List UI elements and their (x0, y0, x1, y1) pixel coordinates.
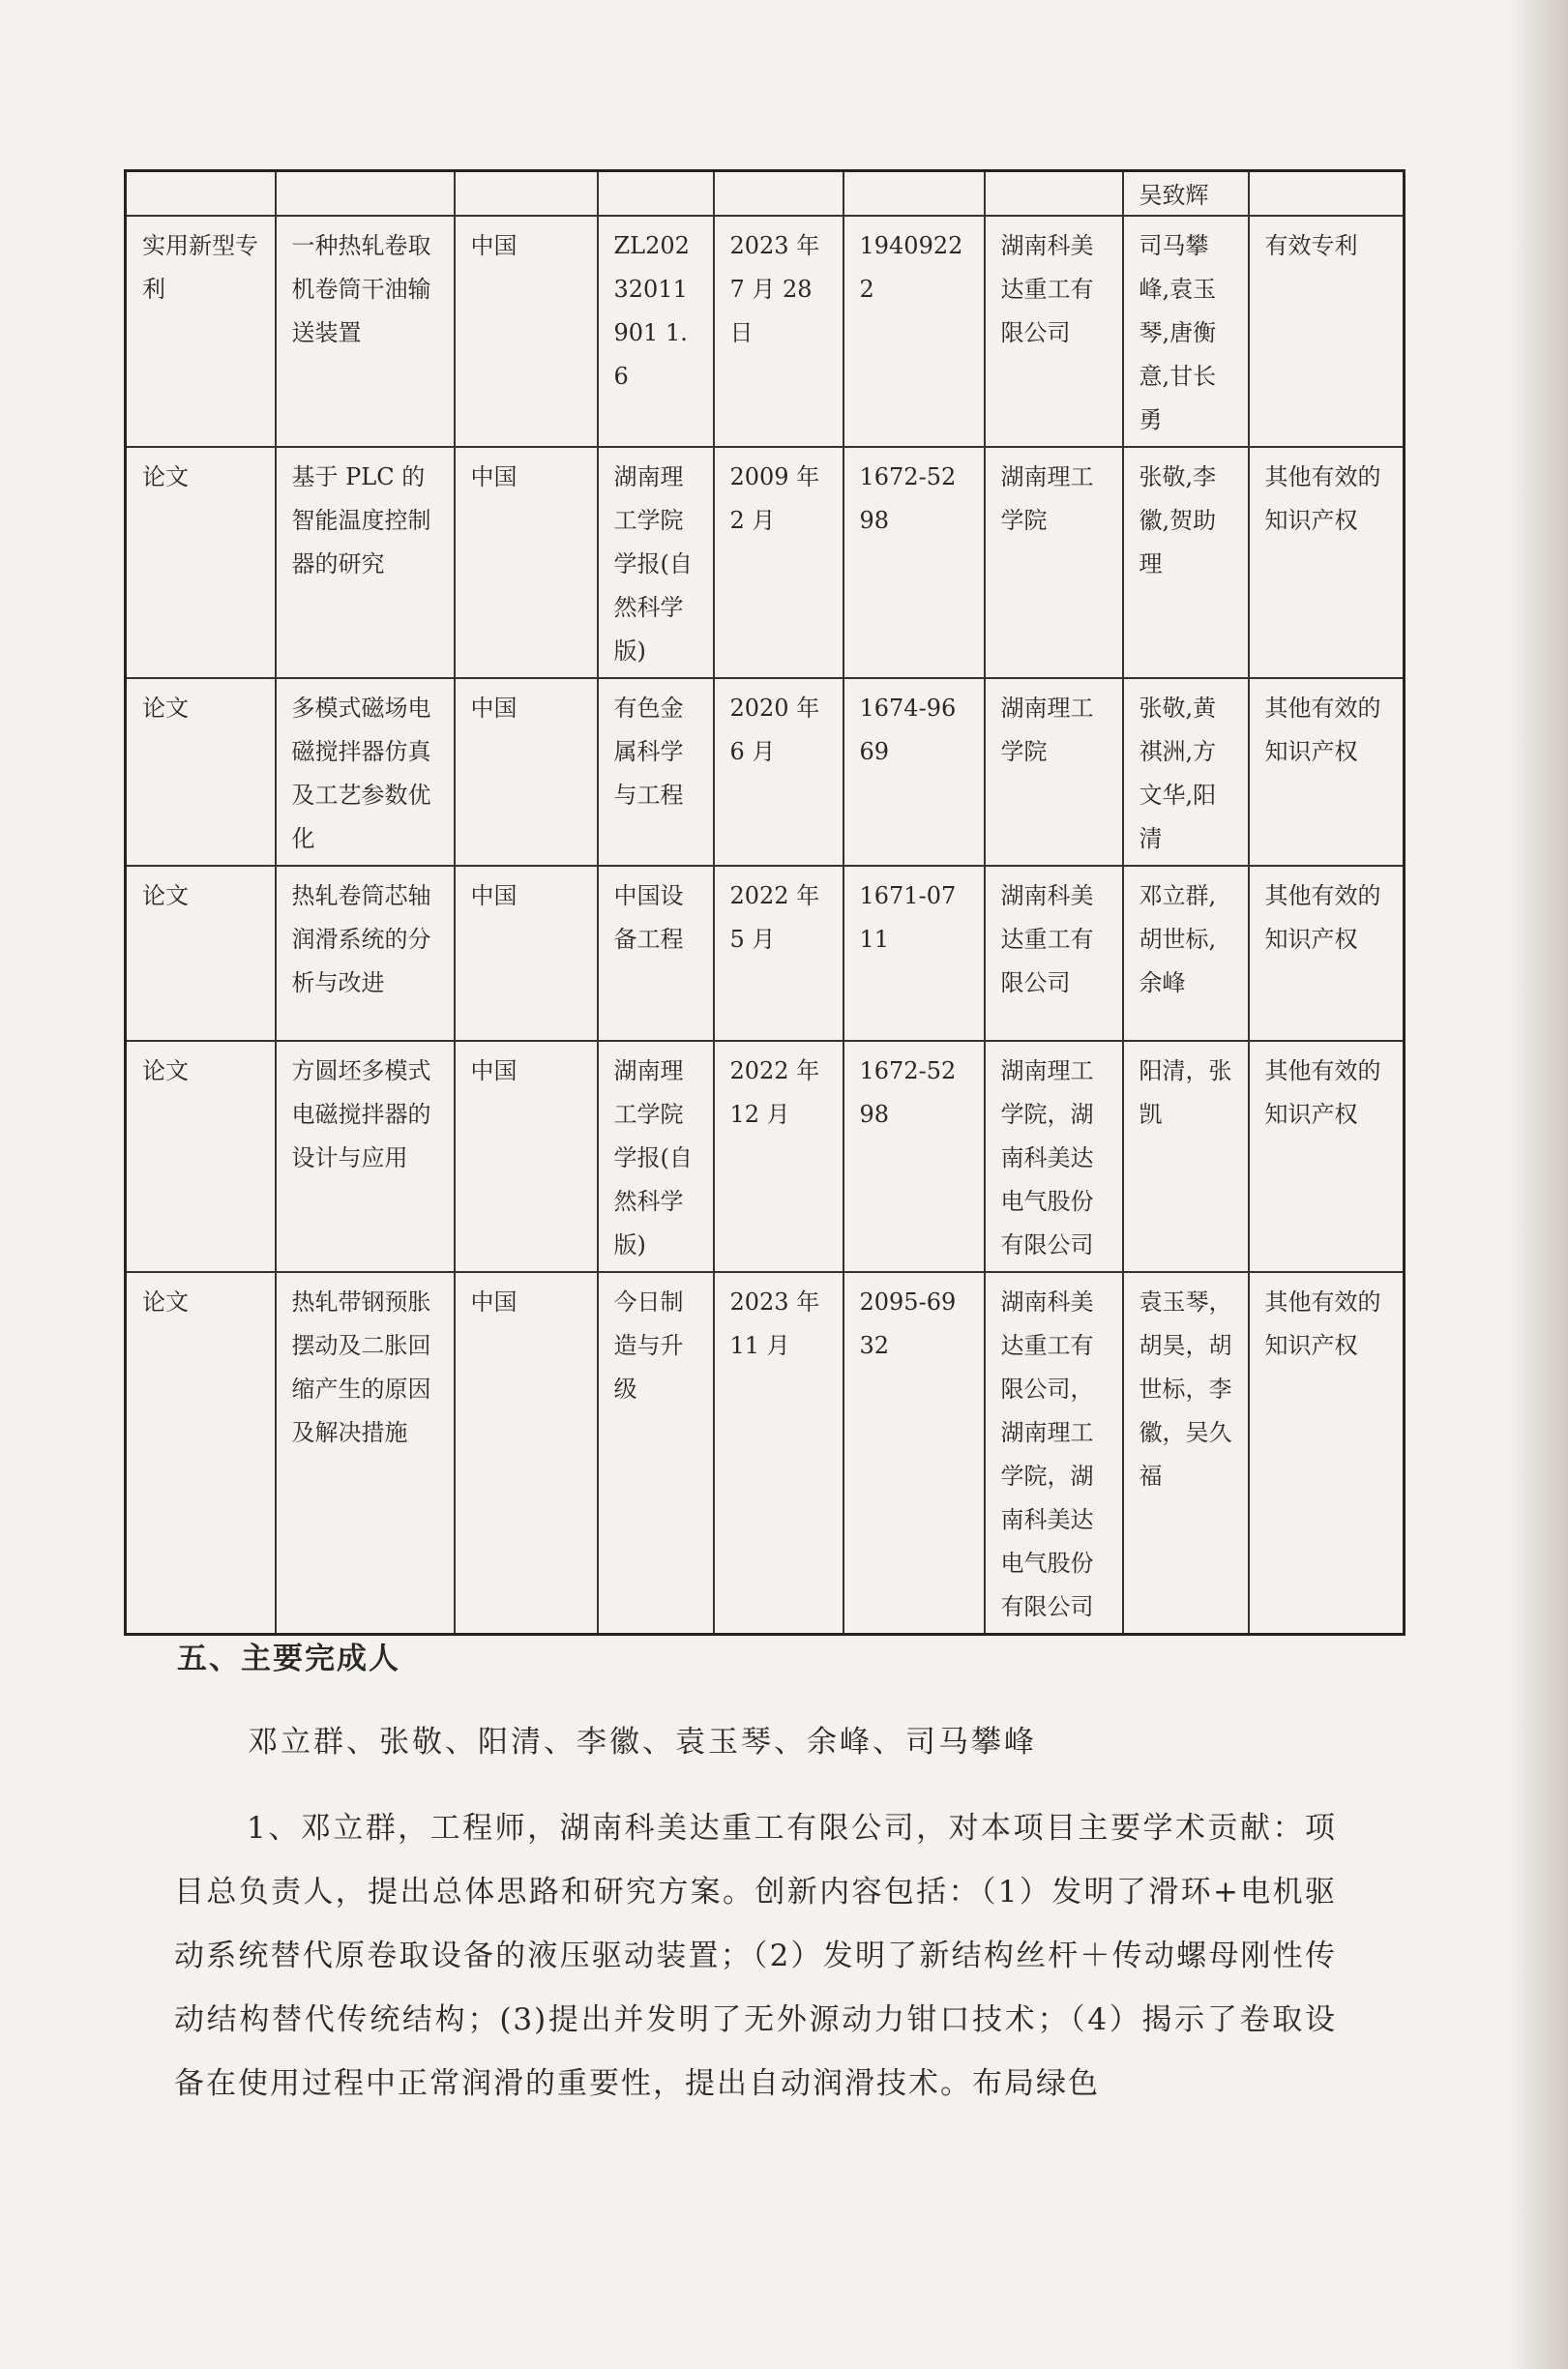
table-row (126, 1272, 1405, 1635)
section-title: 五、主要完成人 (177, 1642, 400, 1676)
table-cell (714, 171, 843, 217)
cell-owner: 湖南科美达重工有限公司 (985, 866, 1123, 1041)
cell-number: ZL20232011901 1.6 (598, 216, 714, 447)
table-cell (598, 171, 714, 217)
cell-type: 论文 (126, 678, 276, 866)
cell-people: 邓立群,胡世标,余峰 (1123, 866, 1249, 1041)
cell-country: 中国 (455, 866, 598, 1041)
cell-country: 中国 (455, 1041, 598, 1272)
table-row (126, 216, 1405, 447)
cell-code: 19409222 (843, 216, 985, 447)
table-cell (455, 171, 598, 217)
table-cell (276, 171, 455, 217)
cell-status: 有效专利 (1249, 216, 1405, 447)
table-cell (985, 171, 1123, 217)
cell-name: 热轧带钢预胀摆动及二胀回缩产生的原因及解决措施 (276, 1272, 455, 1635)
cell-name: 方圆坯多模式电磁搅拌器的设计与应用 (276, 1041, 455, 1272)
cell-type: 论文 (126, 1272, 276, 1635)
completers-names: 邓立群、张敬、阳清、李徽、袁玉琴、余峰、司马攀峰 (248, 1725, 1037, 1760)
cell-type: 实用新型专利 (126, 216, 276, 447)
cell-date: 2023 年 11 月 (714, 1272, 843, 1635)
cell-status: 其他有效的知识产权 (1249, 1272, 1405, 1635)
cell-owner: 湖南理工学院 (985, 447, 1123, 678)
table-cell (126, 171, 276, 217)
cell-name: 基于 PLC 的智能温度控制器的研究 (276, 447, 455, 678)
cell-country: 中国 (455, 447, 598, 678)
table-continuation-row (126, 171, 1405, 217)
cell-date: 2022 年 12 月 (714, 1041, 843, 1272)
cell-date: 2023 年 7 月 28 日 (714, 216, 843, 447)
cell-number: 今日制造与升级 (598, 1272, 714, 1635)
contribution-paragraph: 1、邓立群，工程师，湖南科美达重工有限公司，对本项目主要学术贡献：项目总负责人，提出总体思路和研究方案。创新内容包括：（1）发明了滑环+电机驱动系统替代原卷取设备的液压驱动装置；（2）发明了新结构丝杆＋传动螺母刚性传动结构替代传统结构；(3)提出并发明了无外源动力钳口技术；（4）揭示了卷取设备在使用过程中正常润滑的重要性，提出自动润滑技术。布局绿色 (174, 1811, 1337, 2101)
cell-status: 其他有效的知识产权 (1249, 447, 1405, 678)
cell-code: 1674-9669 (843, 678, 985, 866)
table-row (126, 1041, 1405, 1272)
cell-name: 热轧卷筒芯轴润滑系统的分析与改进 (276, 866, 455, 1041)
cell-code: 1671-0711 (843, 866, 985, 1041)
cell-name: 多模式磁场电磁搅拌器仿真及工艺参数优化 (276, 678, 455, 866)
cell-people: 张敬,李徽,贺助理 (1123, 447, 1249, 678)
cell-country: 中国 (455, 678, 598, 866)
page-edge-shadow (1509, 0, 1568, 2369)
cell-owner: 湖南理工学院 (985, 678, 1123, 866)
cell-type: 论文 (126, 447, 276, 678)
cell-people: 袁玉琴，胡昊，胡世标，李徽，吴久福 (1123, 1272, 1249, 1635)
cell-name: 一种热轧卷取机卷筒干油输送装置 (276, 216, 455, 447)
table-row (126, 447, 1405, 678)
cell-number: 湖南理工学院学报(自然科学版) (598, 1041, 714, 1272)
cell-code: 1672-5298 (843, 447, 985, 678)
cell-owner: 湖南科美达重工有限公司 (985, 216, 1123, 447)
table-row (126, 678, 1405, 866)
table-cell (843, 171, 985, 217)
cell-code: 2095-6932 (843, 1272, 985, 1635)
cell-status: 其他有效的知识产权 (1249, 1041, 1405, 1272)
cell-owner: 湖南理工学院，湖南科美达电气股份有限公司 (985, 1041, 1123, 1272)
cell-status: 其他有效的知识产权 (1249, 678, 1405, 866)
cell-number: 有色金属科学与工程 (598, 678, 714, 866)
cell-date: 2009 年 2 月 (714, 447, 843, 678)
table-cell: 吴致辉 (1123, 171, 1249, 217)
cell-country: 中国 (455, 1272, 598, 1635)
table-row (126, 866, 1405, 1041)
completers-section (177, 1640, 1338, 1678)
intellectual-property-table (124, 169, 1405, 1636)
intellectual-property-table-container (124, 169, 1403, 1636)
cell-number: 湖南理工学院学报(自然科学版) (598, 447, 714, 678)
cell-status: 其他有效的知识产权 (1249, 866, 1405, 1041)
cell-people: 司马攀峰,袁玉琴,唐衡意,甘长勇 (1123, 216, 1249, 447)
table-cell (1249, 171, 1405, 217)
cell-type: 论文 (126, 866, 276, 1041)
cell-country: 中国 (455, 216, 598, 447)
cell-date: 2022 年 5 月 (714, 866, 843, 1041)
cell-people: 阳清，张凯 (1123, 1041, 1249, 1272)
cell-date: 2020 年 6 月 (714, 678, 843, 866)
cell-code: 1672-5298 (843, 1041, 985, 1272)
cell-number: 中国设备工程 (598, 866, 714, 1041)
cell-type: 论文 (126, 1041, 276, 1272)
cell-people: 张敬,黄祺洲,方文华,阳清 (1123, 678, 1249, 866)
cell-owner: 湖南科美达重工有限公司，湖南理工学院，湖南科美达电气股份有限公司 (985, 1272, 1123, 1635)
